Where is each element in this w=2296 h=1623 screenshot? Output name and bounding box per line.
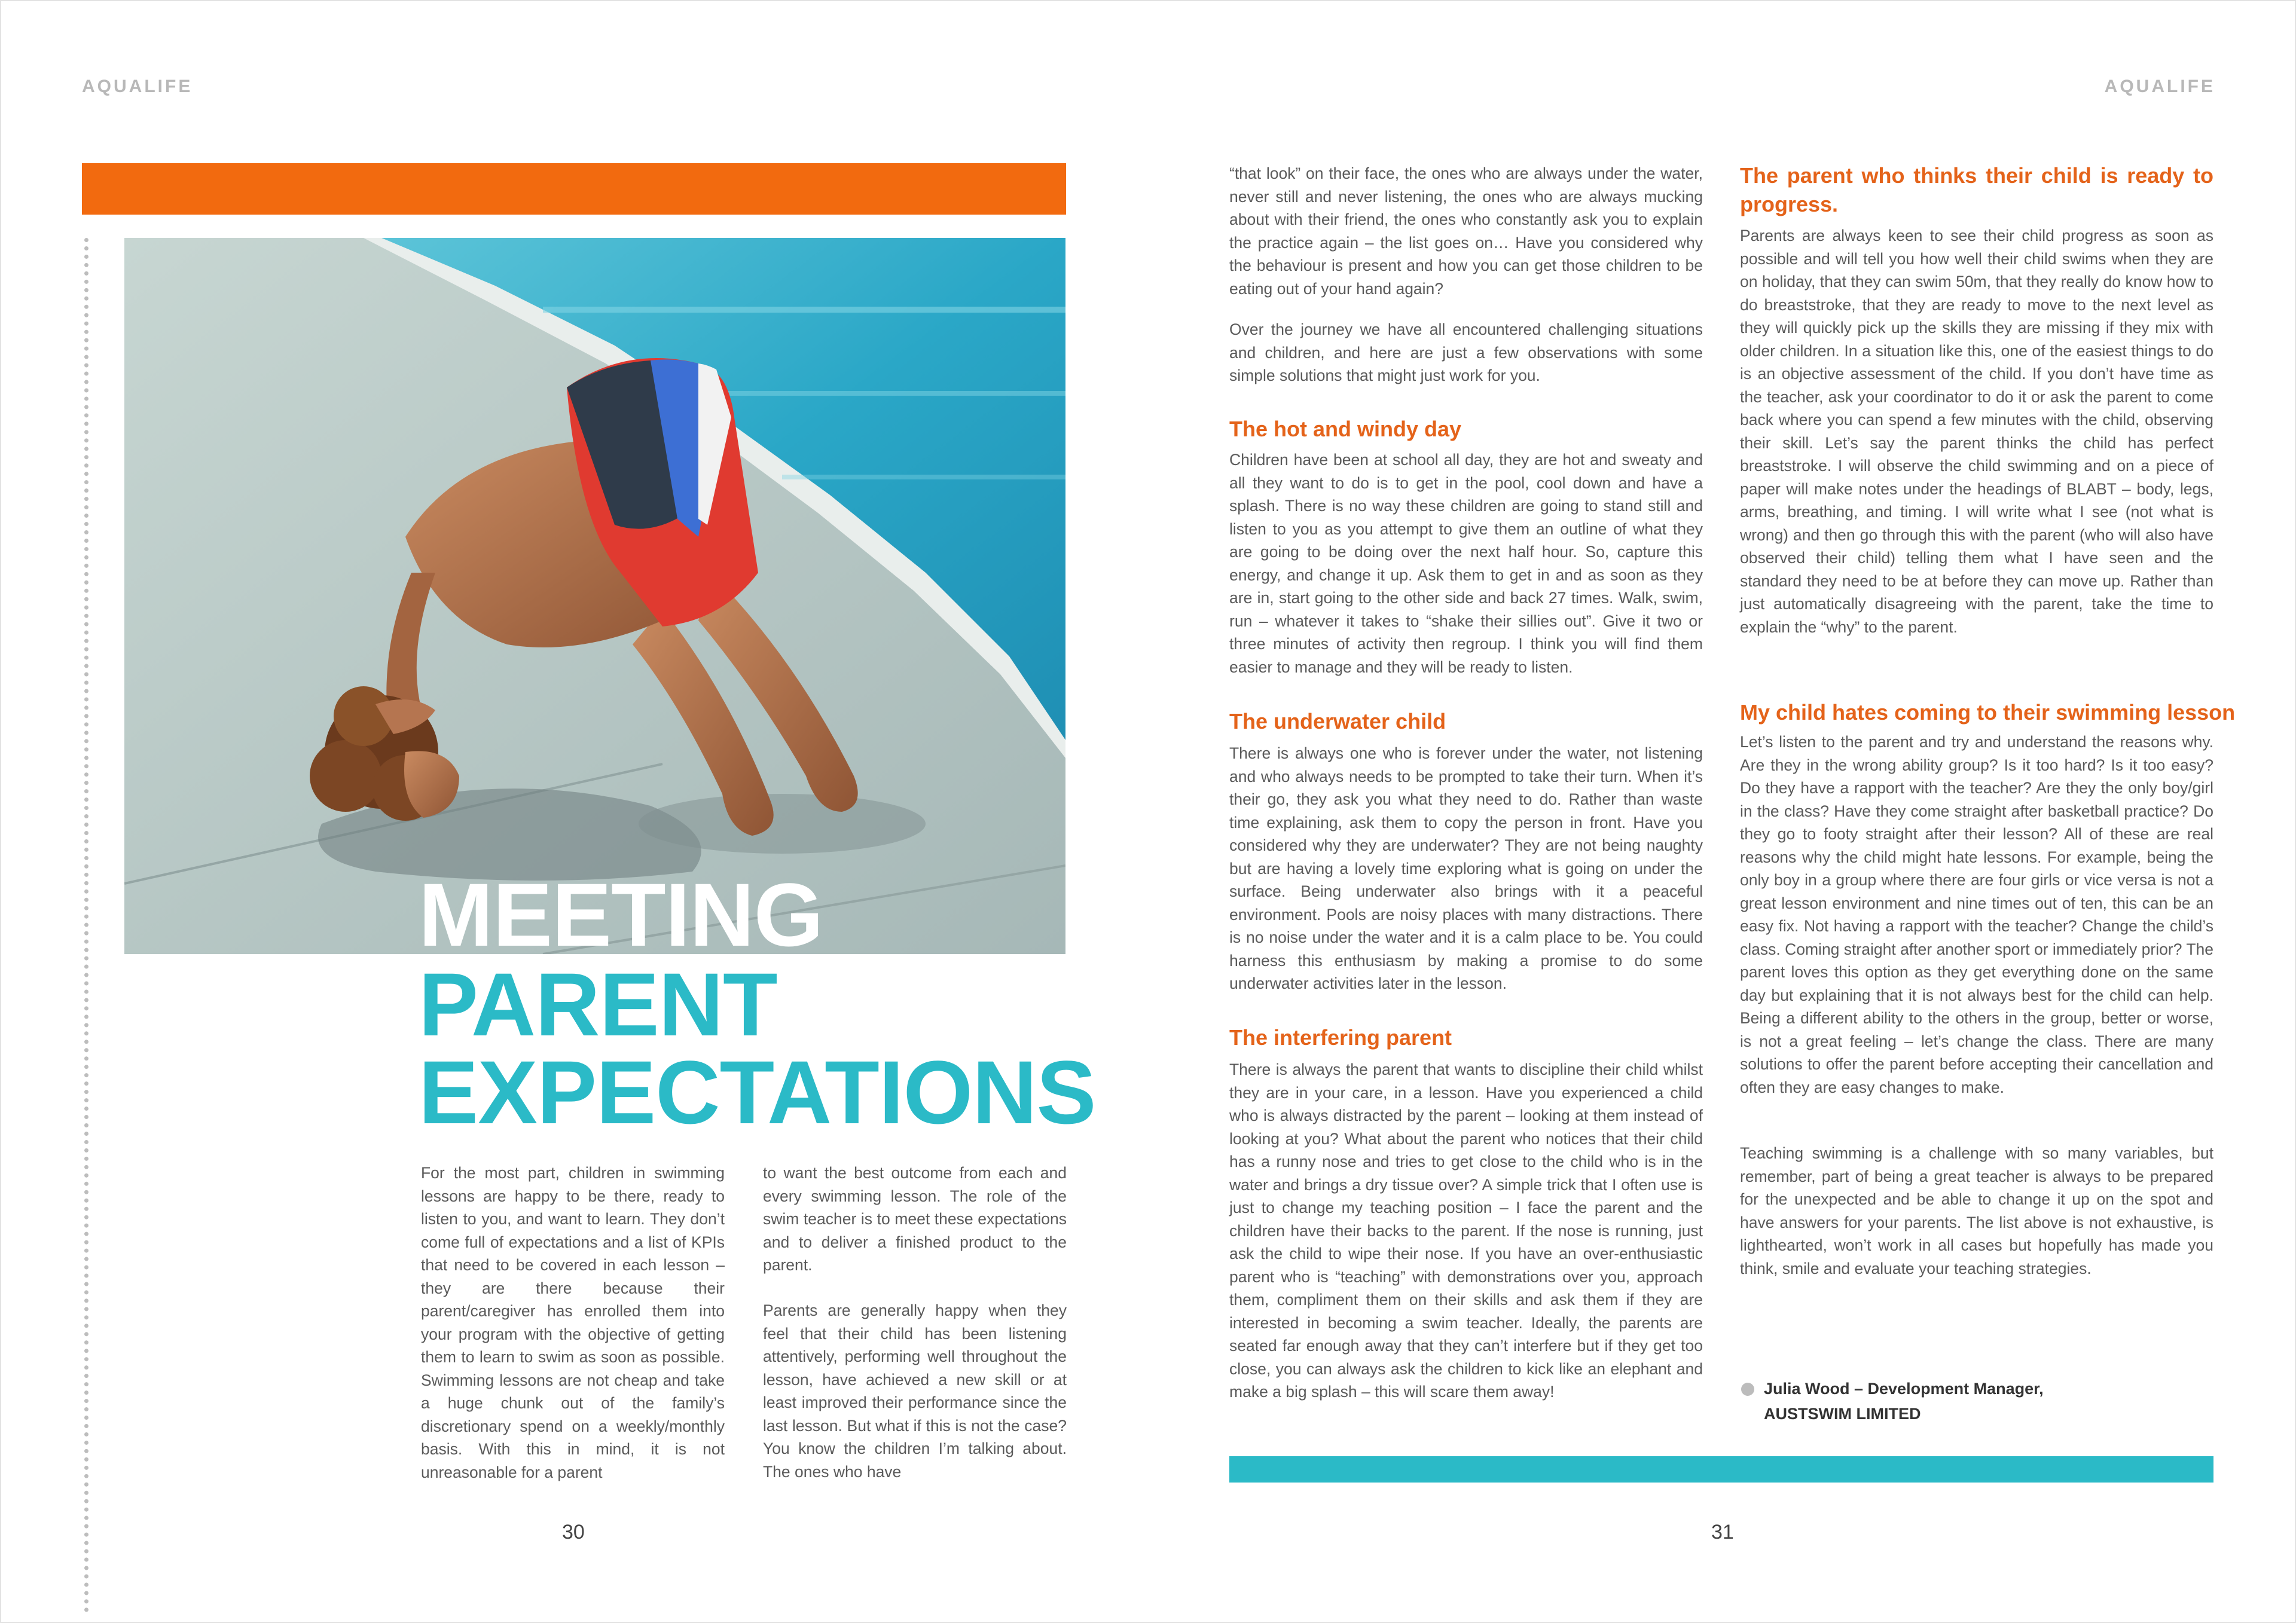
author-credit [1764, 1376, 2044, 1426]
interfering-parent-paragraph: There is always the parent that wants to discipline their child whilst they are in your care, in a lesson. Have you experienced a child who is always distracted by the parent – looking at them instead of looking at you? What about the parent who notices that their child has a runny nose and tries to get close to the child who is in the water and brings a dry tissue over? A simple trick that I often use is just to change my teaching position – I face the parent and the children have their backs to the parent. If the nose is running, just ask the child to wipe their nose. If you have an over-enthusiastic parent who is “teaching” with demonstrations over you, approach them, compliment them on their skills and ask them if they are interested in becoming a swim teacher. Ideally, the parents are seated far enough away that they can’t interfere but if they get too close, you can always ask the children to kick like an elephant and make a big splash – this will scare them away! [1229, 1060, 1703, 1401]
magazine-header-right: AQUALIFE [2104, 77, 2215, 96]
heading-underwater-child: The underwater child [1229, 709, 1446, 733]
child-hates-lessons-paragraph: Let’s listen to the parent and try and understand the reasons why. Are they in the wrong ability group? Is it too hard? Is it too easy? Do they have a rapport with the teacher? Are they the only boy/girl in the class? Have they come straight after basketball practice? Do they go to footy straight after their lesson? All of these are real reasons why the child might hate lessons. For example, being the only boy in a group where there are four girls or vice versa is not a great lesson environment and nine times out of ten, this can be an easy fix. Not having a rapport with the teacher? Change the child’s class. Coming straight after another sport or immediately prior? The parent loves this option as they get everything done on the same day but explaining that it is not always best for the child can help. Being a different ability to the others in the group, better or worse, is not a great feeling – let’s change the class. There are many solutions to offer the parent before accepting their cancellation and often they are easy changes to make. [1740, 733, 2213, 1096]
teal-accent-bar [1229, 1456, 2213, 1483]
title-line-expectations: EXPECTATIONS [419, 1042, 1096, 1142]
heading-interfering-parent: The interfering parent [1229, 1025, 1452, 1050]
title-line-parent: PARENT [419, 954, 777, 1055]
page-number-left: 30 [562, 1521, 585, 1543]
orange-accent-bar [82, 163, 1066, 215]
left-col1-paragraph: For the most part, children in swimming lessons are happy to be there, ready to listen to you, and want to learn. They don’t come full of expectations and a list of KPIs that need to be covered in each lesson – they are there because their parent/caregiver has enrolled them into your program with the objective of getting them to learn to swim as soon as possible. Swimming lessons are not cheap and take a huge chunk out of the family’s discretionary spend on a weekly/monthly basis. With this in mind, it is not unreasonable for a parent [421, 1164, 725, 1481]
hot-and-windy-paragraph: Children have been at school all day, they are hot and sweaty and all they want to do is to get in the pool, cool down and have a splash. There is no way these children are going to stand still and listen to you as you attempt to give them an outline of what they are going to be doing over the next half hour. So, capture this energy, and change it up. Ask them to get in and as soon as they are in, start going to the other side and back 27 times. Walk, swim, run – whatever it takes to “shake their sillies out”. Give it two or three minutes of activity then regroup. I think you will find them easier to manage and they will be ready to listen. [1229, 451, 1703, 676]
closing-paragraph: Teaching swimming is a challenge with so many variables, but remember, part of being a great teacher is always to be prepared for the unexpected and be able to change it up on the spot and have answers for your parents. The list above is not exhaustive, is lighthearted, won’t work in all cases but hopefully has made you think, smile and evaluate your teaching strategies. [1740, 1144, 2213, 1277]
heading-parent-thinks-ready: The parent who thinks their child is ready to progress. [1740, 163, 2213, 216]
magazine-header-left: AQUALIFE [82, 77, 193, 96]
right-intro-paragraph2: Over the journey we have all encountered challenging situations and children, and here are just a few observations with some simple solutions that might just work for you. [1229, 320, 1703, 384]
parent-thinks-ready-paragraph: Parents are always keen to see their child progress as soon as possible and will tell you how well their child swims when they are on holiday, that they can swim 50m, that they really do know how to do breaststroke, that they are ready to move to the next level as they will quickly pick up the skills they are missing if they mix with older children. In a situation like this, one of the easiest things to do is an objective assessment of the child. If you don’t have time as the teacher, ask your coordinator to do it or ask the parent to come back where you can spend a few minutes with the child, observing their skill. Let’s say the parent thinks the child has perfect breaststroke. I will observe the child swimming and on a piece of paper will make notes under the headings of BLABT – body, legs, arms, breathing, and timing. I will write what I see (not what is wrong) and then go through this with the parent (who will also have observed their child) telling them what I have seen and the standard they need to be at before they can move up. Rather than just automatically disagreeing with the parent, take the time to explain the “why” to the parent. [1740, 227, 2213, 636]
right-intro-paragraph1: “that look” on their face, the ones who are always under the water, never still and never listening, the ones who are always mucking about with their friend, the ones who constantly ask you to explain the practice again – the list goes on… Have you considered why the behaviour is present and how you can get those children to be eating out of your hand again? [1229, 164, 1703, 298]
left-col2-paragraph2: Parents are generally happy when they feel that their child has been listening attentively, performing well throughout the lesson, have achieved a new skill or at least improved their performance since the last lesson. But what if this is not the case? You know the children I’m talking about. The ones who have [763, 1301, 1067, 1481]
heading-hot-and-windy-day: The hot and windy day [1229, 417, 1462, 441]
heading-child-hates-lessons: My child hates coming to their swimming lesson [1740, 700, 2236, 725]
boy-bending-over-pool-photo [124, 238, 1065, 954]
left-col2-paragraph1: to want the best outcome from each and every swimming lesson. The role of the swim teacher is to meet these expectations and to deliver a finished product to the parent. [763, 1164, 1067, 1274]
author-organization: AUSTSWIM LIMITED [1764, 1405, 1921, 1423]
page-number-right: 31 [1711, 1521, 1734, 1543]
author-name-title: Julia Wood – Development Manager, [1764, 1380, 2044, 1398]
author-bullet-icon [1741, 1383, 1754, 1396]
underwater-child-paragraph: There is always one who is forever under the water, not listening and who always needs to be prompted to take their turn. When it’s their go, they ask you what they need to do. Rather than waste time explaining, ask them to copy the person in front. Have you considered why they are underwater? They are not being naughty but are having a lovely time exploring what is going on under the surface. Being underwater also brings with it a peaceful environment. Pools are noisy places with many distractions. There is no noise under the water and it is a calm place to be. You could harness this enthusiasm by making a promise to do some underwater activities later in the lesson. [1229, 744, 1703, 992]
dotted-margin-line [84, 238, 88, 1613]
title-line-meeting: MEETING [419, 864, 823, 965]
